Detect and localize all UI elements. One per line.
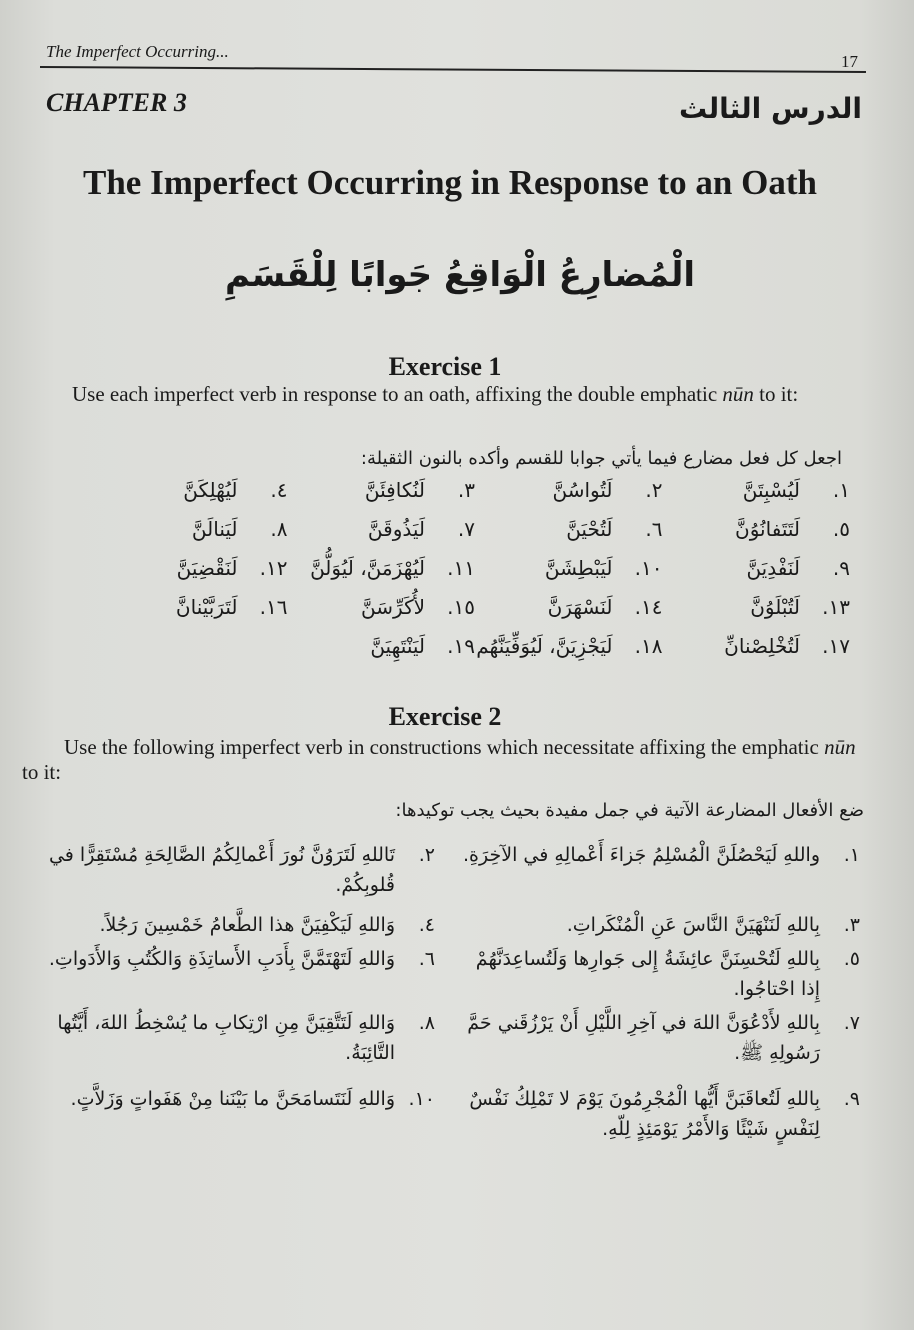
item-verb: لَيَبْطِشَنَّ — [544, 556, 613, 580]
item-verb: لَيَذُوقَنَّ — [367, 517, 425, 541]
exercise-1-item — [663, 556, 851, 595]
item-number: ١. — [832, 478, 850, 502]
running-title: The Imperfect Occurring... — [46, 42, 229, 61]
item-verb: لَيَجْزِيَنَّ، لَيُوَفِّيَنَّهُم — [476, 634, 613, 658]
exercise-1-instruction — [26, 382, 868, 407]
item-number: ٩. — [843, 1088, 860, 1110]
exercise-2-instruction-end: to it: — [22, 760, 62, 784]
item-verb: لَنُكافِئَنَّ — [364, 478, 425, 502]
item-verb: لأُكَرِّسَنَّ — [361, 595, 425, 619]
exercise-1-item — [663, 517, 851, 556]
item-number: ٨. — [270, 517, 288, 541]
exercise-1-instruction-text: Use each imperfect verb in response to an oath, affixing the double emphatic — [72, 382, 723, 406]
item-verb: لَتُبْلَوُنَّ — [750, 595, 800, 619]
chapter-title: The Imperfect Occurring in Response to an Oath — [83, 163, 817, 202]
exercise-1-instruction-end: to it: — [753, 382, 799, 406]
item-number — [238, 634, 288, 673]
nun-term: nūn — [722, 382, 754, 406]
item-verb: لَتَرَبَّيْنانَّ — [175, 595, 238, 619]
exercise-1-row — [100, 556, 850, 595]
exercise-1-item — [475, 556, 663, 595]
exercise-1-row — [100, 478, 850, 517]
exercise-1-item — [663, 634, 851, 673]
exercise-1-item — [100, 478, 288, 517]
chapter-title-arabic: الْمُضارِعُ الْوَاقِعُ جَوابًا لِلْقَسَمِ — [224, 255, 696, 295]
item-sentence: وَاللهِ لَيَكْفِيَنَّ هذا الطَّعامُ خَمْسِينَ رَجُلاً. — [99, 914, 395, 936]
exercise-2-instruction-arabic: ضع الأفعال المضارعة الآتية في جمل مفيدة بحيث يجب توكيدها: — [395, 800, 864, 821]
exercise-2-item — [20, 840, 445, 900]
exercise-1-items — [100, 478, 850, 673]
exercise-2-item — [20, 910, 445, 940]
exercise-1-item — [663, 478, 851, 517]
item-number: ١٦. — [259, 595, 288, 619]
exercise-1-item — [288, 517, 476, 556]
exercise-1-row — [100, 595, 850, 634]
item-number: ١٩. — [447, 634, 475, 658]
exercise-2-instruction-text: Use the following imperfect verb in constructions which necessitate affixing the emphatic — [64, 735, 825, 759]
item-number: ٤. — [270, 478, 288, 502]
exercise-2-row — [20, 1008, 870, 1068]
item-verb: لَنَسْهَرَنَّ — [547, 595, 613, 619]
item-number: ١٥. — [447, 595, 475, 619]
item-sentence: واللهِ لَيَحْصُلَنَّ الْمُسْلِمُ جَزاءَ أَعْمالِهِ في الآخِرَةِ. — [463, 844, 820, 866]
exercise-1-item — [288, 634, 476, 673]
item-number: ١. — [843, 844, 860, 866]
exercise-2-row — [20, 944, 870, 1004]
item-verb: لَيَنْتَهِيَنَّ — [370, 634, 425, 658]
item-verb: لَتُخْلِصْنانِّ — [724, 634, 800, 658]
item-verb: لَنَقْضِيَنَّ — [176, 556, 238, 580]
item-number: ٤. — [418, 914, 435, 936]
item-number: ١٠. — [634, 556, 663, 580]
exercise-1-heading: Exercise 1 — [388, 352, 502, 381]
item-sentence: وَاللهِ لَنَتَسامَحَنَّ ما بَيْنَنا مِنْ هَفَواتٍ وَزَلاَّتٍ. — [70, 1088, 395, 1110]
exercise-2-item — [20, 944, 445, 1004]
exercise-1-item — [288, 556, 476, 595]
exercise-1-item — [475, 595, 663, 634]
exercise-1-item — [100, 634, 288, 673]
item-sentence: وَاللهِ لَتَهْتَمَّنَّ بِأَدَبِ الأَساتِذَةِ وَالكُتُبِ وَالأَدَواتِ. — [48, 948, 395, 970]
item-sentence: تَاللهِ لَتَرَوُنَّ نُورَ أَعْمالِكُمُ الصَّالِحَةِ مُسْتَقِرًّا في قُلوبِكُمْ. — [48, 844, 395, 896]
item-number: ٨. — [418, 1012, 435, 1034]
item-number: ٢. — [418, 844, 435, 866]
item-verb: لَتُواسُنَّ — [552, 478, 613, 502]
exercise-2-item — [445, 1084, 870, 1144]
item-number: ١٨. — [634, 634, 663, 658]
exercise-2-heading: Exercise 2 — [388, 702, 502, 731]
exercise-1-item — [100, 556, 288, 595]
item-number: ١٤. — [634, 595, 663, 619]
item-number: ١١. — [447, 556, 475, 580]
item-number: ١٧. — [822, 634, 850, 658]
exercise-1-row — [100, 634, 850, 673]
item-sentence: وَاللهِ لَتَتَّقِيَنَّ مِنِ ارْتِكابِ ما يُسْخِطُ اللهَ، أَيَّتُها التَّائِبَةُ. — [57, 1012, 395, 1064]
exercise-1-item — [100, 517, 288, 556]
item-number: ١٣. — [822, 595, 850, 619]
exercise-1-instruction-arabic: اجعل كل فعل مضارع فيما يأتي جوابا للقسم وأكده بالنون الثقيلة: — [360, 448, 842, 469]
item-number: ٧. — [843, 1012, 860, 1034]
item-number: ٣. — [843, 914, 860, 936]
exercise-1-item — [288, 478, 476, 517]
item-number: ١٠. — [408, 1088, 435, 1110]
item-verb: لَتُحْيَنَّ — [566, 517, 613, 541]
nun-term: nūn — [824, 735, 856, 759]
item-sentence: بِاللهِ لَنَنْهَيَنَّ النَّاسَ عَنِ الْمُنْكَراتِ. — [566, 914, 820, 936]
exercise-1-item — [475, 517, 663, 556]
header-rule — [40, 66, 866, 73]
item-sentence: بِاللهِ لَتُحْسِنَنَّ عائِشَةُ إِلى جَوارِها وَلَتُساعِدَنَّهُمْ إِذا احْتاجُوا. — [475, 948, 820, 1000]
exercise-1-item — [288, 595, 476, 634]
exercise-2-items — [20, 840, 870, 1148]
item-verb: لَتَتَفانُوُنَّ — [735, 517, 800, 541]
item-sentence: بِاللهِ لأَدْعُوَنَّ اللهَ في آخِرِ اللَّيْلِ أَنْ يَرْزُقَني حَمَّ رَسُولِهِ ﷺ. — [467, 1012, 820, 1064]
item-number: ١٢. — [259, 556, 288, 580]
item-number: ٦. — [645, 517, 663, 541]
page-number: 17 — [841, 52, 858, 71]
exercise-2-item — [445, 840, 870, 900]
item-number: ٢. — [645, 478, 663, 502]
item-number: ٩. — [832, 556, 850, 580]
item-sentence: بِاللهِ لَتُعاقَبَنَّ أَيُّها الْمُجْرِمُونَ يَوْمَ لا تَمْلِكُ نَفْسٌ لِنَفْسٍ شَيْئًا وَالأَمْرُ يَوْمَئِذٍ لِلّهِ. — [469, 1088, 820, 1140]
exercise-2-row — [20, 1084, 870, 1144]
item-verb: لَيُهْلِكَنَّ — [183, 478, 238, 502]
chapter-label: CHAPTER 3 — [46, 88, 187, 117]
exercise-1-item — [663, 595, 851, 634]
exercise-2-item — [445, 910, 870, 940]
chapter-label-arabic: الدرس الثالث — [679, 92, 862, 125]
exercise-1-item — [100, 595, 288, 634]
exercise-1-item — [475, 634, 663, 673]
exercise-2-instruction — [22, 735, 864, 785]
exercise-2-item — [445, 944, 870, 1004]
item-number: ٧. — [457, 517, 475, 541]
item-number: ٥. — [843, 948, 860, 970]
exercise-2-item — [20, 1008, 445, 1068]
item-verb: لَيُهْزَمَنَّ، لَيُوَلُّنَّ — [310, 556, 425, 580]
exercise-2-row — [20, 910, 870, 940]
item-number: ٣. — [457, 478, 475, 502]
item-number: ٦. — [418, 948, 435, 970]
item-verb: لَيُسْبِتَنَّ — [742, 478, 800, 502]
item-verb: لَنَفْدِيَنَّ — [746, 556, 800, 580]
item-number: ٥. — [832, 517, 850, 541]
exercise-2-item — [445, 1008, 870, 1068]
exercise-2-item — [20, 1084, 445, 1144]
item-verb: لَيَنالَنَّ — [191, 517, 238, 541]
exercise-1-item — [475, 478, 663, 517]
exercise-1-row — [100, 517, 850, 556]
exercise-2-row — [20, 840, 870, 900]
